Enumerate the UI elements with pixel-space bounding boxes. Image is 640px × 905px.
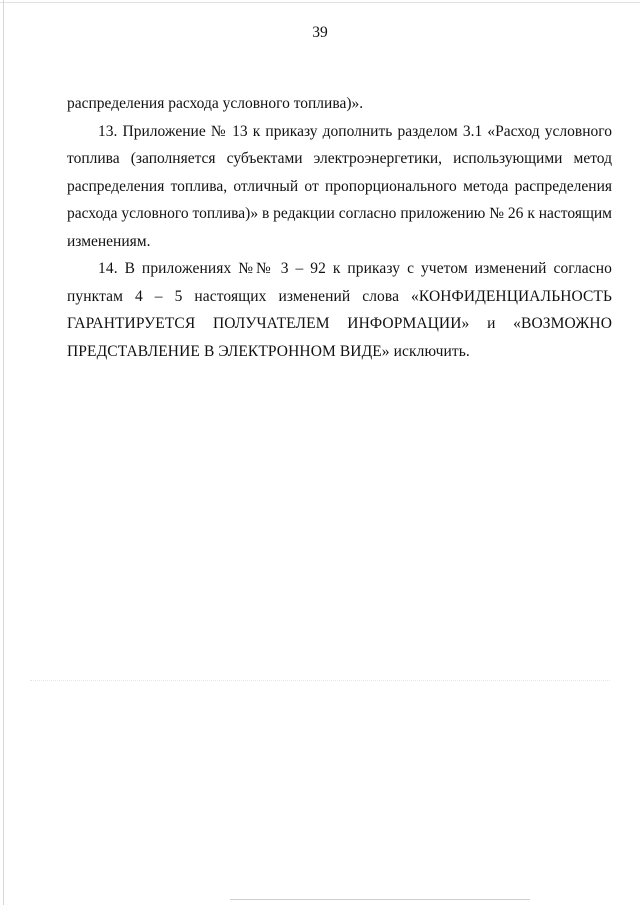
document-body	[67, 90, 612, 365]
paragraph-item-13: 13. Приложение № 13 к приказу дополнить разделом 3.1 «Расход условного топлива (заполняется субъектами электроэнергетики, использующими метод распределения топлива, отличный от пропорционального метода распределения расхода условного топлива)» в редакции согласно приложению № 26 к настоящим изменениям.	[67, 122, 612, 250]
scan-edge-left	[3, 0, 4, 905]
page-number: 39	[312, 24, 328, 41]
scan-edge-top	[0, 2, 640, 3]
paragraph-item-14: 14. В приложениях №№ 3 – 92 к приказу с учетом изменений согласно пунктам 4 – 5 настоящих изменений слова «КОНФИДЕНЦИАЛЬНОСТЬ ГАРАНТИРУЕТСЯ ПОЛУЧАТЕЛЕМ ИНФОРМАЦИИ» и «ВОЗМОЖНО ПРЕДСТАВЛЕНИЕ В ЭЛЕКТРОННОМ ВИДЕ» исключить.	[67, 260, 612, 360]
scan-edge-bottom	[230, 899, 530, 900]
scan-noise-line	[30, 680, 610, 682]
paragraph-continuation: распределения расхода условного топлива)».	[67, 95, 364, 112]
